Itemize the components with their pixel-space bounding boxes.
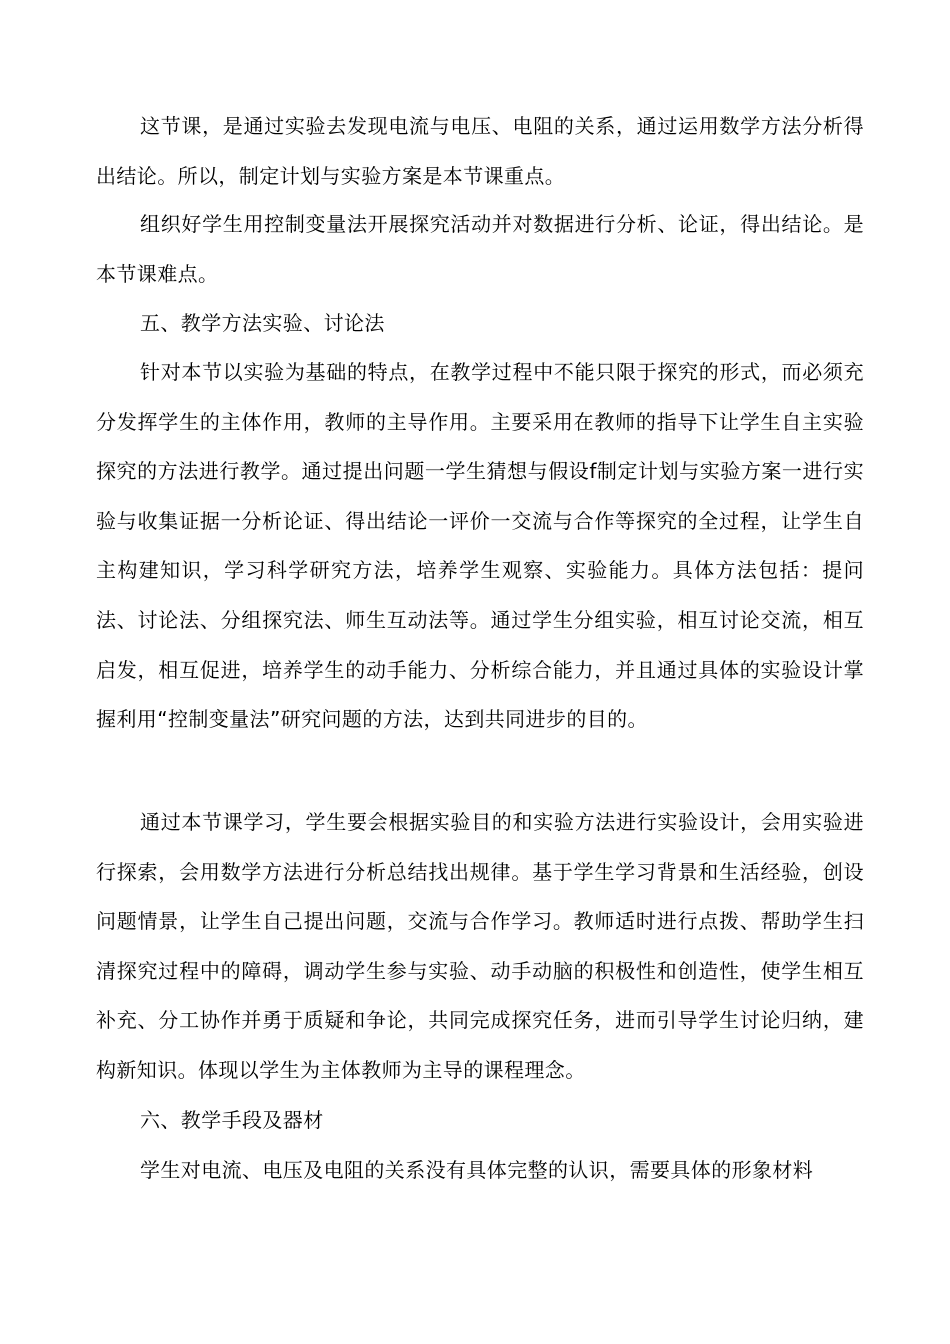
paragraph-key-point: 这节课，是通过实验去发现电流与电压、电阻的关系，通过运用数学方法分析得出结论。所以，制定计划与实验方案是本节课重点。 [96,114,864,188]
section-heading-teaching-tools: 六、教学手段及器材 [140,1108,324,1132]
paragraph-difficulty: 组织好学生用控制变量法开展探究活动并对数据进行分析、论证，得出结论。是本节课难点。 [96,212,864,286]
paragraph-tools-intro: 学生对电流、电压及电阻的关系没有具体完整的认识，需要具体的形象材料 [140,1158,814,1182]
paragraph-methods-detail: 针对本节以实验为基础的特点，在教学过程中不能只限于探究的形式，而必须充分发挥学生的主体作用，教师的主导作用。主要采用在教师的指导下让学生自主实验探究的方法进行教学。通过提出问题一学生猜想与假设f制定计划与实验方案一进行实验与收集证据一分析论证、得出结论一评价一交流与合作等探究的全过程，让学生自主构建知识，学习科学研究方法，培养学生观察、实验能力。具体方法包括：提问法、讨论法、分组探究法、师生互动法等。通过学生分组实验，相互讨论交流，相互启发，相互促进，培养学生的动手能力、分析综合能力，并且通过具体的实验设计掌握利用“控制变量法”研究问题的方法，达到共同进步的目的。 [96,360,864,732]
paragraph-learning-goals: 通过本节课学习，学生要会根据实验目的和实验方法进行实验设计，会用实验进行探索，会用数学方法进行分析总结找出规律。基于学生学习背景和生活经验，创设问题情景，让学生自己提出问题，交流与合作学习。教师适时进行点拨、帮助学生扫清探究过程中的障碍，调动学生参与实验、动手动脑的积极性和创造性，使学生相互补充、分工协作并勇于质疑和争论，共同完成探究任务，进而引导学生讨论归纳，建构新知识。体现以学生为主体教师为主导的课程理念。 [96,810,864,1082]
section-heading-teaching-methods: 五、教学方法实验、讨论法 [140,311,385,335]
